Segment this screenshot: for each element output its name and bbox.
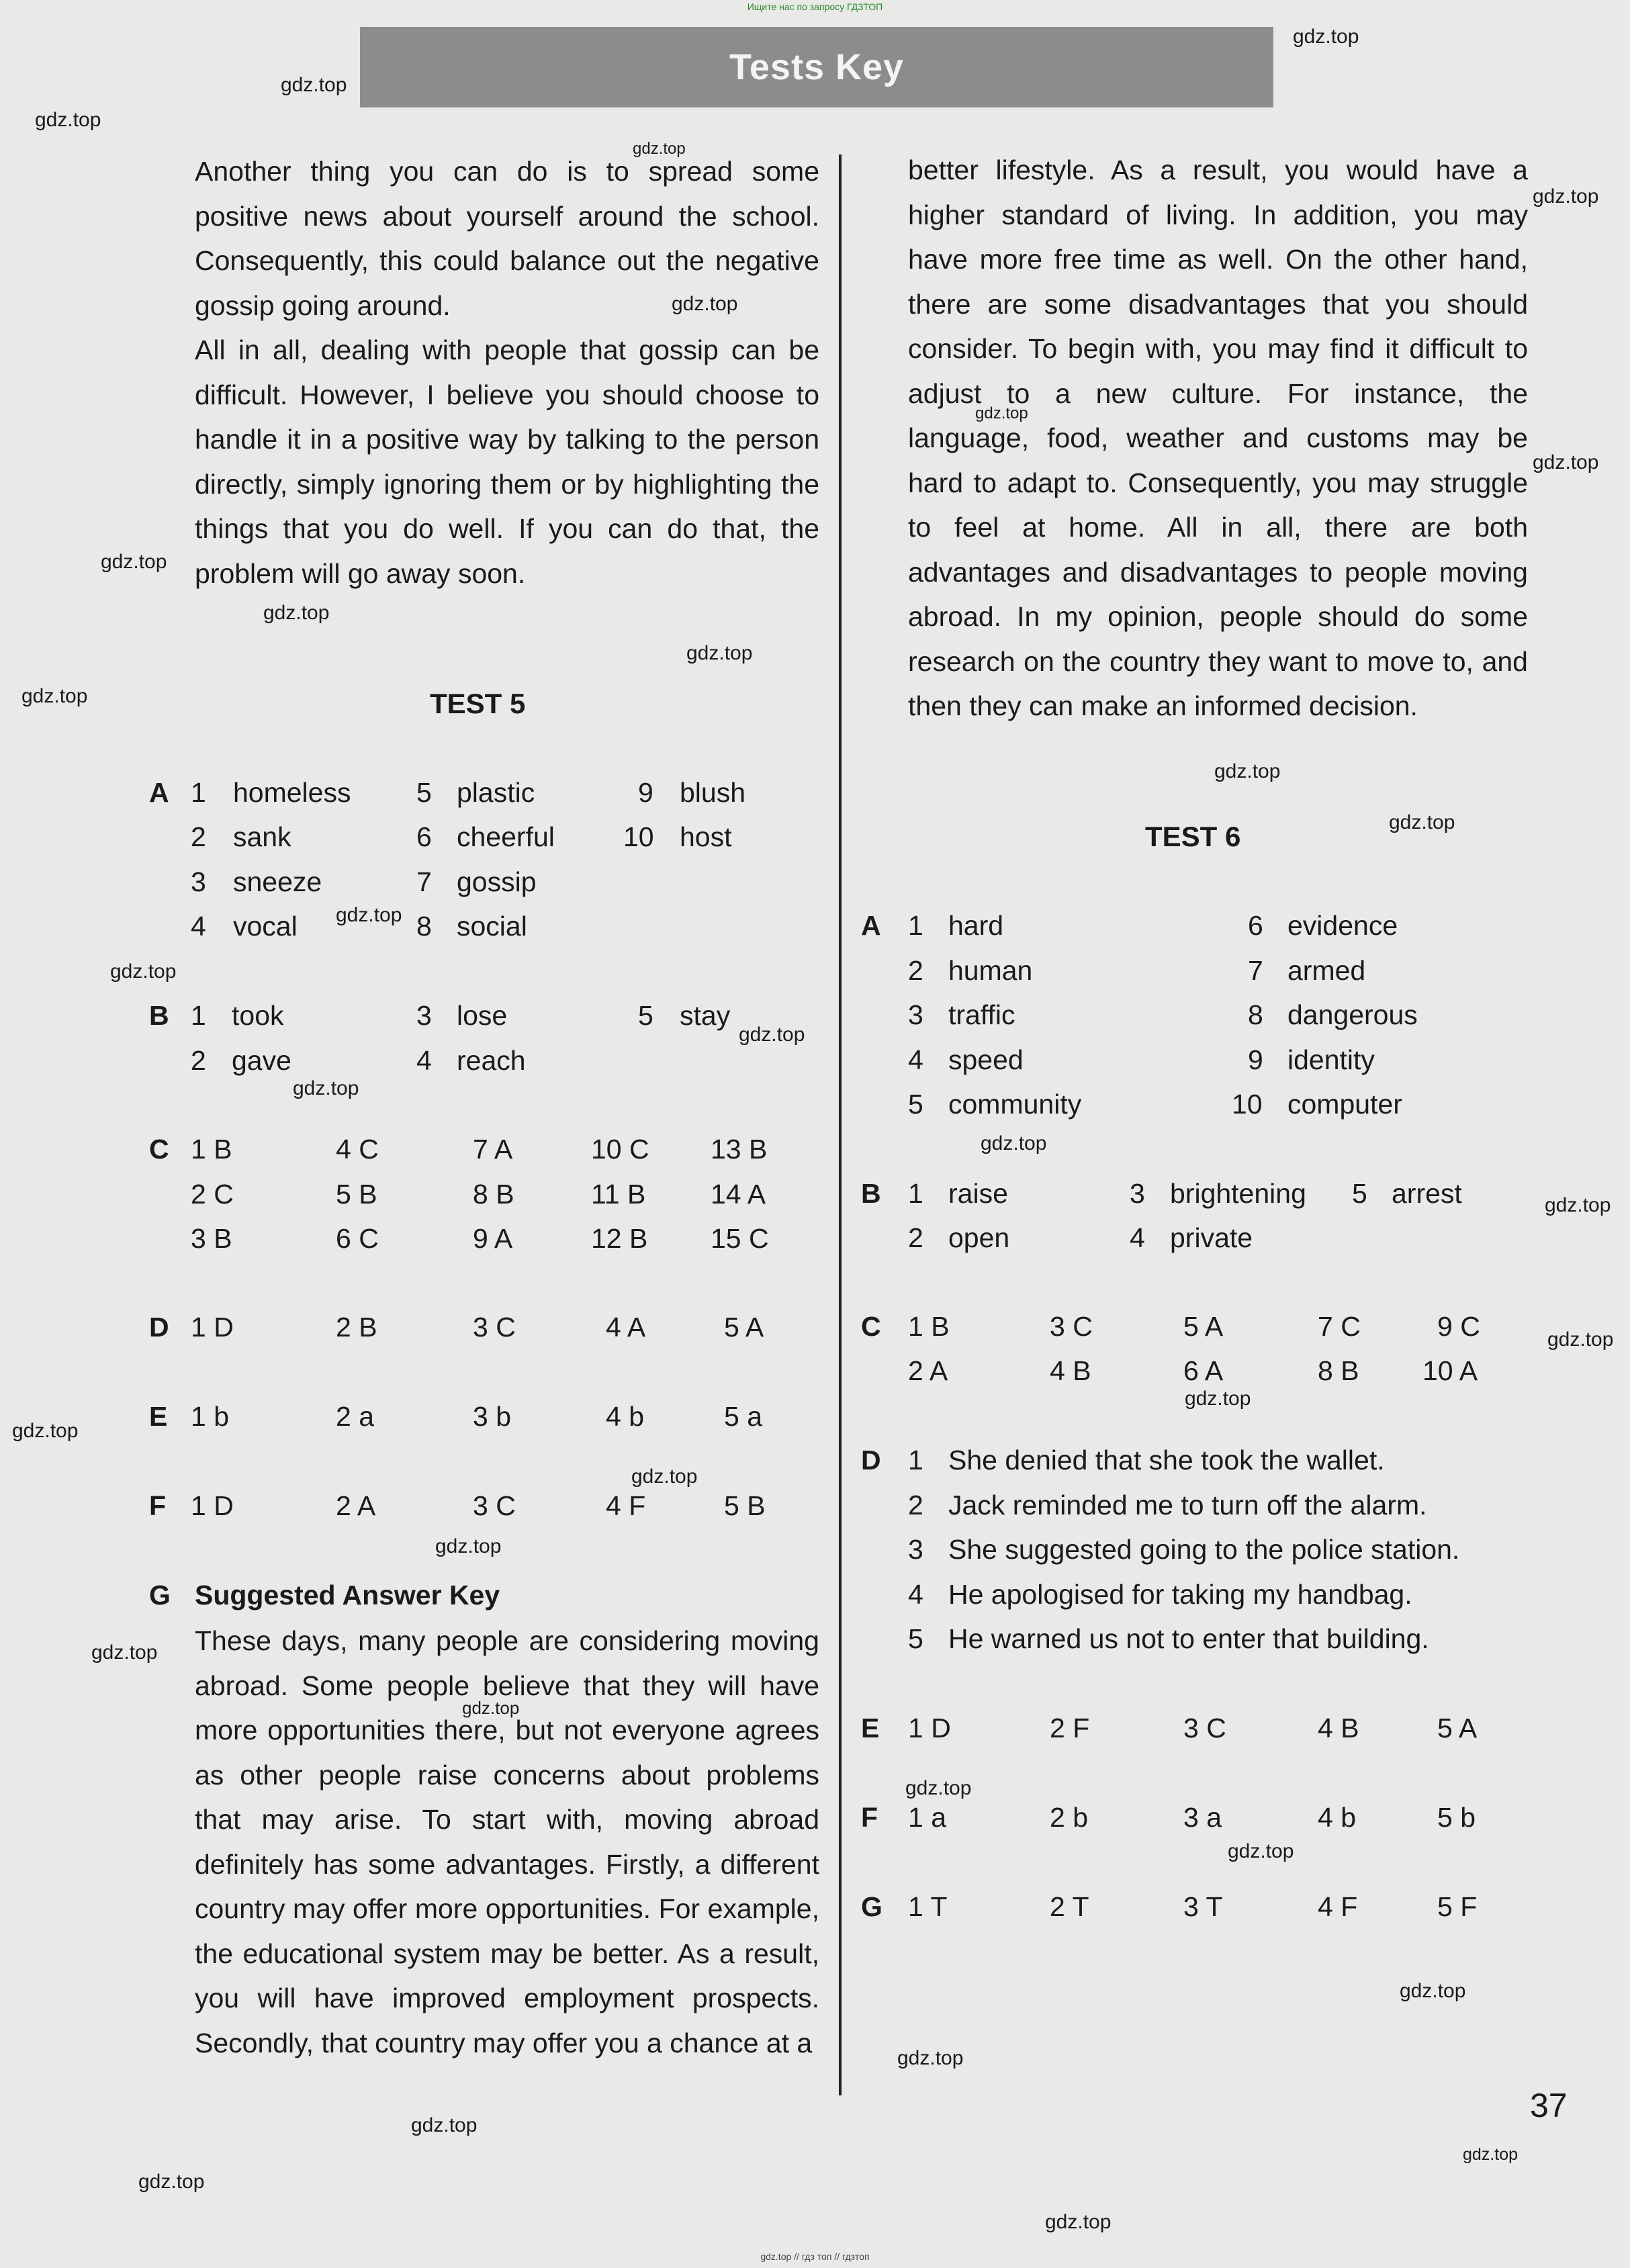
watermark: gdz.top: [905, 1777, 972, 1799]
answer-word: blush: [680, 777, 746, 808]
test6-section-a-letter: A: [861, 910, 881, 941]
answer-item: 10 C: [591, 1134, 649, 1165]
answer-word: dangerous: [1287, 999, 1418, 1030]
test5-section-d-letter: D: [149, 1312, 169, 1343]
answer-item: 2 b: [1050, 1802, 1088, 1833]
test5-section-b-letter: B: [149, 1000, 169, 1031]
answer-word: gave: [232, 1045, 291, 1076]
answer-item: 2 A: [336, 1490, 376, 1521]
answer-number: 5: [908, 1623, 923, 1654]
watermark: gdz.top: [12, 1420, 79, 1442]
right-essay-continuation: better lifestyle. As a result, you would have a higher standard of living. In addition, you may have more free time as well. On the other hand, there are some disadvantages that you should consider. To begin with, you may find it difficult to adjust to a new culture. For instance, the language, food, weather and customs may be hard to adapt to. Consequently, you may struggle to feel at home. All in all, there are both advantages and disadvantages to people moving abroad. In my opinion, people should do some research on the country they want to move to, and then they can make an informed decision.: [908, 154, 1528, 721]
watermark: gdz.top: [1547, 1328, 1614, 1351]
answer-number: 4: [191, 911, 206, 942]
answer-item: 2 F: [1050, 1713, 1090, 1743]
watermark: gdz.top: [462, 1698, 520, 1718]
answer-item: 10 A: [1422, 1355, 1478, 1386]
page-number: 37: [1530, 2087, 1568, 2124]
answer-number: 10: [623, 821, 654, 852]
answer-word: computer: [1287, 1089, 1402, 1120]
answer-sentence: He warned us not to enter that building.: [948, 1623, 1429, 1654]
answer-item: 4 B: [1318, 1713, 1359, 1743]
watermark: gdz.top: [411, 2114, 478, 2136]
watermark: gdz.top: [1533, 451, 1599, 473]
watermark: gdz.top: [981, 1132, 1047, 1154]
answer-number: 1: [191, 1000, 206, 1031]
answer-item: 13 B: [711, 1134, 768, 1165]
test6-section-g-letter: G: [861, 1891, 882, 1922]
answer-number: 2: [191, 821, 206, 852]
test6-section-c-letter: C: [861, 1311, 881, 1342]
answer-item: 1 D: [191, 1490, 234, 1521]
answer-word: human: [948, 955, 1033, 986]
watermark: gdz.top: [138, 2171, 205, 2193]
answer-number: 7: [1248, 955, 1263, 986]
test6-title: TEST 6: [1145, 821, 1241, 852]
answer-item: 2 a: [336, 1401, 374, 1432]
header-banner: [360, 27, 1273, 107]
answer-item: 9 C: [1437, 1311, 1480, 1342]
watermark: gdz.top: [110, 960, 177, 983]
answer-item: 6 A: [1183, 1355, 1224, 1386]
watermark: gdz.top: [263, 602, 330, 624]
watermark: gdz.top: [897, 2047, 964, 2069]
test5-section-a-letter: A: [149, 777, 169, 808]
answer-item: 1 a: [908, 1802, 946, 1833]
answer-number: 4: [908, 1044, 923, 1075]
answer-item: 3 a: [1183, 1802, 1222, 1833]
answer-item: 8 B: [473, 1179, 514, 1210]
answer-item: 1 b: [191, 1401, 229, 1432]
answer-item: 12 B: [591, 1223, 648, 1254]
watermark: gdz.top: [435, 1535, 502, 1557]
answer-word: reach: [457, 1045, 526, 1076]
answer-number: 1: [908, 1445, 923, 1476]
answer-word: host: [680, 821, 732, 852]
answer-word: vocal: [233, 911, 298, 942]
answer-sentence: She suggested going to the police station.: [948, 1534, 1460, 1565]
answer-number: 8: [416, 911, 432, 942]
answer-item: 3 C: [473, 1312, 516, 1343]
answer-number: 4: [416, 1045, 432, 1076]
answer-word: sank: [233, 821, 291, 852]
answer-number: 10: [1232, 1089, 1263, 1120]
test6-section-e-letter: E: [861, 1713, 880, 1743]
watermark: gdz.top: [281, 74, 347, 96]
watermark: gdz.top: [1228, 1840, 1294, 1862]
answer-sentence: Jack reminded me to turn off the alarm.: [948, 1490, 1427, 1521]
answer-item: 15 C: [711, 1223, 769, 1254]
watermark: gdz.top: [672, 293, 738, 315]
watermark: gdz.top: [1185, 1388, 1251, 1410]
answer-word: traffic: [948, 999, 1015, 1030]
watermark: gdz.top: [21, 685, 88, 707]
suggested-answer-key-title: Suggested Answer Key: [195, 1580, 500, 1611]
answer-item: 4 F: [606, 1490, 646, 1521]
test6-section-d-letter: D: [861, 1445, 881, 1476]
answer-word: evidence: [1287, 910, 1398, 941]
answer-sentence: She denied that she took the wallet.: [948, 1445, 1385, 1476]
answer-item: 3 C: [1050, 1311, 1093, 1342]
answer-item: 1 D: [191, 1312, 234, 1343]
answer-number: 2: [908, 1490, 923, 1521]
answer-item: 5 a: [724, 1401, 762, 1432]
answer-word: raise: [948, 1178, 1008, 1209]
answer-word: private: [1170, 1222, 1253, 1253]
watermark: gdz.top: [1545, 1194, 1611, 1216]
answer-item: 7 A: [473, 1134, 513, 1165]
answer-number: 6: [416, 821, 432, 852]
answer-number: 3: [191, 866, 206, 897]
answer-item: 2 T: [1050, 1891, 1089, 1922]
answer-number: 2: [908, 955, 923, 986]
answer-word: stay: [680, 1000, 731, 1031]
answer-number: 5: [416, 777, 432, 808]
answer-number: 3: [908, 1534, 923, 1565]
watermark: gdz.top: [739, 1024, 805, 1046]
answer-word: lose: [457, 1000, 508, 1031]
watermark: gdz.top: [91, 1641, 158, 1664]
answer-word: identity: [1287, 1044, 1375, 1075]
answer-item: 4 b: [1318, 1802, 1356, 1833]
answer-number: 6: [1248, 910, 1263, 941]
answer-word: speed: [948, 1044, 1024, 1075]
test5-section-g-letter: G: [149, 1580, 171, 1611]
answer-item: 8 B: [1318, 1355, 1359, 1386]
watermark: gdz.top: [1293, 26, 1359, 48]
answer-number: 4: [908, 1579, 923, 1610]
answer-item: 9 A: [473, 1223, 513, 1254]
answer-word: social: [457, 911, 527, 942]
left-conclusion-paragraph: All in all, dealing with people that gossip can be difficult. However, I believe you should choose to handle it in a positive way by talking to the person directly, simply ignoring them or by highlighting the things that you do well. If you can do that, the problem will go away soon.: [195, 334, 819, 589]
watermark: gdz.top: [633, 140, 686, 158]
answer-item: 7 C: [1318, 1311, 1361, 1342]
test5-section-c-letter: C: [149, 1134, 169, 1165]
watermark: gdz.top: [35, 109, 101, 131]
answer-word: hard: [948, 910, 1004, 941]
answer-word: community: [948, 1089, 1082, 1120]
answer-item: 1 B: [191, 1134, 232, 1165]
answer-word: cheerful: [457, 821, 555, 852]
answer-word: plastic: [457, 777, 535, 808]
answer-word: brightening: [1170, 1178, 1306, 1209]
watermark: gdz.top: [1045, 2211, 1112, 2233]
answer-number: 2: [908, 1222, 923, 1253]
answer-item: 5 A: [1183, 1311, 1224, 1342]
test6-section-f-letter: F: [861, 1802, 878, 1833]
header-title: Tests Key: [729, 47, 905, 87]
answer-number: 5: [638, 1000, 653, 1031]
watermark: gdz.top: [101, 551, 167, 573]
column-divider: [839, 154, 842, 2095]
test5-section-f-letter: F: [149, 1490, 167, 1521]
answer-item: 4 A: [606, 1312, 646, 1343]
test6-section-b-letter: B: [861, 1178, 881, 1209]
watermark: gdz.top: [293, 1077, 359, 1099]
answer-item: 1 D: [908, 1713, 951, 1743]
answer-sentence: He apologised for taking my handbag.: [948, 1579, 1412, 1610]
watermark: gdz.top: [686, 642, 753, 664]
answer-word: arrest: [1392, 1178, 1462, 1209]
answer-number: 8: [1248, 999, 1263, 1030]
answer-number: 9: [1248, 1044, 1263, 1075]
answer-number: 2: [191, 1045, 206, 1076]
watermark: gdz.top: [1389, 811, 1455, 833]
watermark: gdz.top: [1533, 185, 1599, 208]
answer-number: 5: [908, 1089, 923, 1120]
answer-item: 2 C: [191, 1179, 234, 1210]
answer-item: 4 B: [1050, 1355, 1091, 1386]
answer-item: 14 A: [711, 1179, 766, 1210]
answer-item: 6 C: [336, 1223, 379, 1254]
answer-number: 7: [416, 866, 432, 897]
answer-word: sneeze: [233, 866, 322, 897]
answer-number: 3: [908, 999, 923, 1030]
test5-essay-paragraph: These days, many people are considering moving abroad. Some people believe that they will have more opportunities there, but not everyone agrees as other people raise concerns about problems that may arise. To start with, moving abroad definitely has some advantages. Firstly, a different country may offer more opportunities. For example, the educational system may be better. As a result, you will have improved employment prospects. Secondly, that country may offer you a chance at a: [195, 1625, 819, 2058]
test5-title: TEST 5: [430, 688, 526, 719]
answer-number: 4: [1130, 1222, 1145, 1253]
answer-item: 1 B: [908, 1311, 950, 1342]
answer-word: gossip: [457, 866, 537, 897]
answer-item: 5 A: [1437, 1713, 1478, 1743]
answer-item: 3 B: [191, 1223, 232, 1254]
top-search-link[interactable]: Ищите нас по запросу ГДЗТОП: [747, 1, 883, 12]
answer-number: 1: [191, 777, 206, 808]
answer-item: 1 T: [908, 1891, 948, 1922]
answer-word: armed: [1287, 955, 1366, 986]
answer-item: 4 b: [606, 1401, 644, 1432]
watermark: gdz.top: [1214, 760, 1281, 782]
watermark: gdz.top: [1400, 1980, 1466, 2002]
answer-item: 5 b: [1437, 1802, 1476, 1833]
watermark: gdz.top: [1463, 2145, 1519, 2164]
test5-section-e-letter: E: [149, 1401, 168, 1432]
answer-item: 5 B: [724, 1490, 766, 1521]
left-intro-paragraph: Another thing you can do is to spread some positive news about yourself around the school. Consequently, this could balance out the negative gossip going around.: [195, 156, 819, 321]
answer-word: open: [948, 1222, 1010, 1253]
answer-item: 3 C: [473, 1490, 516, 1521]
answer-word: homeless: [233, 777, 351, 808]
bottom-link[interactable]: gdz.top // гдз топ // гдзтоп: [760, 2251, 870, 2262]
answer-item: 11 B: [591, 1179, 646, 1210]
answer-item: 3 b: [473, 1401, 511, 1432]
answer-number: 1: [908, 1178, 923, 1209]
answer-number: 5: [1352, 1178, 1367, 1209]
watermark: gdz.top: [336, 904, 402, 926]
answer-item: 2 B: [336, 1312, 377, 1343]
answer-item: 4 C: [336, 1134, 379, 1165]
answer-word: took: [232, 1000, 284, 1031]
answer-item: 5 B: [336, 1179, 377, 1210]
answer-item: 4 F: [1318, 1891, 1358, 1922]
answer-number: 3: [1130, 1178, 1145, 1209]
watermark: gdz.top: [975, 404, 1028, 422]
watermark: gdz.top: [631, 1465, 698, 1488]
answer-item: 5 A: [724, 1312, 764, 1343]
answer-item: 5 F: [1437, 1891, 1478, 1922]
answer-item: 3 T: [1183, 1891, 1223, 1922]
answer-number: 9: [638, 777, 653, 808]
answer-item: 2 A: [908, 1355, 948, 1386]
answer-item: 3 C: [1183, 1713, 1226, 1743]
answer-number: 1: [908, 910, 923, 941]
answer-number: 3: [416, 1000, 432, 1031]
